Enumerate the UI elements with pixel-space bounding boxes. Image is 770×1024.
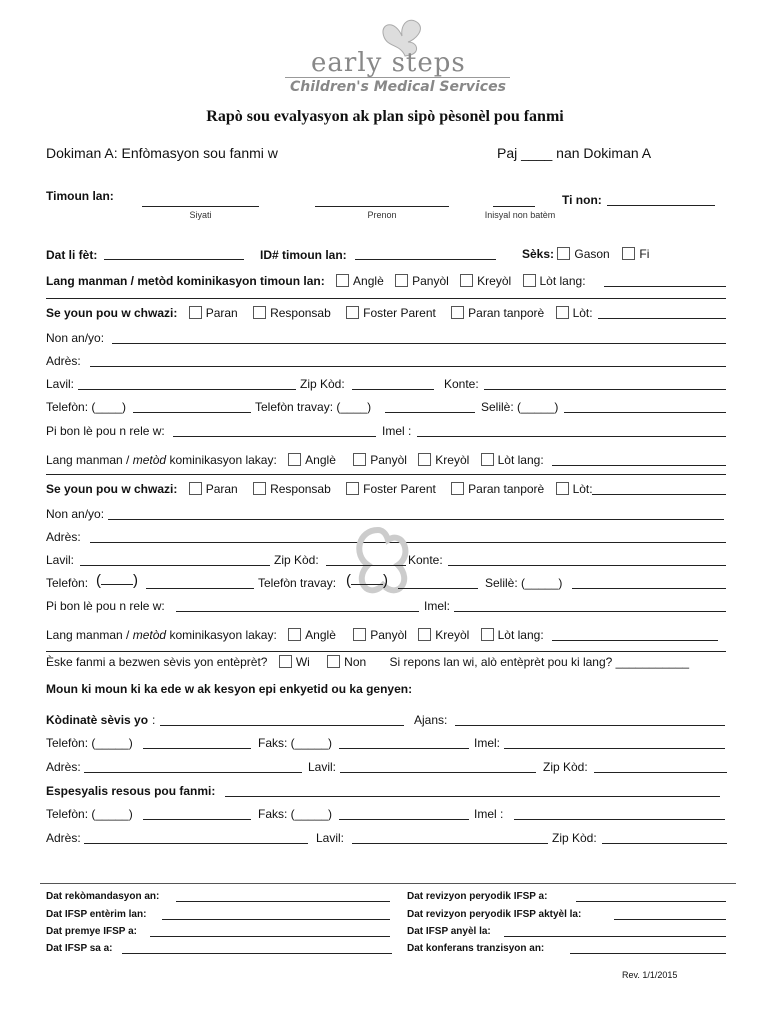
guardian1-name-field[interactable]	[112, 343, 726, 344]
guardian1-county-field[interactable]	[484, 389, 726, 390]
coordinator-email-label: Imel:	[474, 736, 501, 750]
guardian1-lang-other-label: Lòt lang:	[497, 453, 544, 467]
coordinator-fax-label: Faks: (_____)	[258, 736, 333, 750]
guardian1-city-label: Lavil:	[46, 377, 75, 391]
guardian2-parent-checkbox[interactable]	[189, 482, 202, 495]
guardian1-other-checkbox[interactable]	[556, 306, 569, 319]
guardian2-other-language-field[interactable]	[552, 640, 718, 641]
guardian2-responsible-label: Responsab	[270, 482, 331, 496]
child-language-label: Lang manman / metòd kominikasyon timoun lan:	[46, 274, 325, 288]
child-id-label: ID# timoun lan:	[260, 248, 347, 262]
guardian2-lang-creole-checkbox[interactable]	[418, 628, 431, 641]
child-lang-other-label: Lòt lang:	[539, 274, 586, 288]
coordinator-city-label: Lavil:	[308, 760, 337, 774]
child-lang-creole-checkbox[interactable]	[460, 274, 473, 287]
guardian2-choose-label: Se youn pou w chwazi:	[46, 482, 178, 496]
guardian1-foster-checkbox[interactable]	[346, 306, 359, 319]
guardian2-work-phone-field[interactable]	[398, 588, 478, 589]
guardian1-name-label: Non an/yo:	[46, 331, 105, 345]
page-label: Paj ____ nan Dokiman A	[497, 145, 652, 161]
guardian2-work-phone-label: Telefòn travay:	[258, 576, 337, 590]
guardian1-work-phone-field[interactable]	[385, 412, 475, 413]
coordinator-phone-field[interactable]	[143, 748, 251, 749]
guardian2-work-area-code[interactable]: ( )	[346, 572, 388, 589]
coordinator-zip-field[interactable]	[594, 772, 727, 773]
interpreter-no-checkbox[interactable]	[327, 655, 340, 668]
initial-caption: Inisyal non batèm	[484, 210, 556, 220]
guardian1-responsible-label: Responsab	[270, 306, 331, 320]
specialist-phone-label: Telefòn: (_____)	[46, 807, 133, 821]
guardian1-parent-checkbox[interactable]	[189, 306, 202, 319]
coordinator-city-field[interactable]	[340, 772, 536, 773]
guardian1-lang-english-label: Anglè	[305, 453, 336, 467]
guardian2-address-label: Adrès:	[46, 530, 81, 544]
first-ifsp-date-field[interactable]	[150, 936, 390, 937]
agency-label: Ajans:	[414, 713, 448, 727]
child-id-field[interactable]	[355, 259, 496, 260]
helpers-heading: Moun ki moun ki ka ede w ak kesyon epi enkyetid ou ka genyen:	[46, 682, 413, 696]
guardian1-other-field[interactable]	[598, 318, 726, 319]
guardian2-county-label: Konte:	[408, 553, 443, 567]
child-lang-spanish-checkbox[interactable]	[395, 274, 408, 287]
child-lang-english-checkbox[interactable]	[336, 274, 349, 287]
nickname-label: Ti non:	[562, 193, 602, 207]
guardian2-county-field[interactable]	[448, 565, 726, 566]
guardian1-city-field[interactable]	[78, 389, 296, 390]
guardian2-foster-checkbox[interactable]	[346, 482, 359, 495]
child-lang-other-checkbox[interactable]	[523, 274, 536, 287]
guardian2-parent-label: Paran	[205, 482, 238, 496]
guardian1-phone-field[interactable]	[133, 412, 251, 413]
guardian1-email-field[interactable]	[417, 436, 726, 437]
current-periodic-review-field[interactable]	[614, 919, 726, 920]
coordinator-fax-field[interactable]	[339, 748, 469, 749]
guardian1-lang-label-a: Lang manman /	[46, 453, 130, 467]
guardian1-temp-parent-label: Paran tanporè	[468, 306, 545, 320]
transition-conference-date-field[interactable]	[570, 953, 726, 954]
guardian1-email-label: Imel :	[382, 424, 412, 438]
specialist-field[interactable]	[225, 796, 720, 797]
guardian1-address-field[interactable]	[90, 366, 726, 367]
guardian1-best-time-label: Pi bon lè pou n rele w:	[46, 424, 165, 438]
specialist-fax-label: Faks: (_____)	[258, 807, 333, 821]
child-last-name-field[interactable]	[142, 206, 259, 207]
coordinator-address-field[interactable]	[84, 772, 302, 773]
guardian1-work-phone-label: Telefòn travay: (____)	[255, 400, 372, 414]
referral-date-field[interactable]	[176, 901, 390, 902]
guardian2-cell-field[interactable]	[572, 588, 726, 589]
interim-ifsp-date-field[interactable]	[162, 919, 390, 920]
specialist-email-label: Imel :	[474, 807, 504, 821]
guardian1-lang-label-c: kominikasyon lakay:	[169, 453, 277, 467]
guardian1-address-label: Adrès:	[46, 354, 81, 368]
coordinator-label: Kòdinatè sèvis yo	[46, 713, 149, 727]
page-title: Rapò sou evalyasyon ak plan sipò pèsonèl pou fanmi	[206, 108, 564, 125]
referral-date-label: Dat rekòmandasyon an:	[46, 891, 160, 902]
nickname-field[interactable]	[607, 205, 715, 206]
child-initial-field[interactable]	[493, 206, 535, 207]
revision-label: Rev. 1/1/2015	[622, 970, 678, 980]
guardian1-lang-creole-label: Kreyòl	[435, 453, 470, 467]
guardian2-other-label: Lòt:	[572, 482, 593, 496]
guardian1-cell-label: Selilè: (_____)	[481, 400, 559, 414]
guardian2-area-code[interactable]: ( )	[96, 572, 138, 589]
interpreter-yes-label: Wi	[295, 655, 310, 669]
guardian1-best-time-field[interactable]	[173, 436, 376, 437]
this-ifsp-date-field[interactable]	[122, 953, 392, 954]
guardian2-zip-label: Zip Kòd:	[274, 553, 319, 567]
last-name-caption: Siyati	[189, 210, 212, 220]
first-name-caption: Prenon	[367, 210, 397, 220]
coordinator-address-label: Adrès:	[46, 760, 81, 774]
guardian2-other-field[interactable]	[592, 494, 726, 495]
coordinator-zip-label: Zip Kòd:	[543, 760, 588, 774]
guardian1-lang-spanish-checkbox[interactable]	[353, 453, 366, 466]
logo-main-text: early steps	[311, 48, 466, 78]
child-lang-spanish-label: Panyòl	[412, 274, 449, 288]
first-ifsp-date-label: Dat premye IFSP a:	[46, 926, 137, 937]
specialist-fax-field[interactable]	[339, 819, 469, 820]
specialist-phone-field[interactable]	[143, 819, 251, 820]
specialist-address-label: Adrès:	[46, 831, 81, 845]
guardian1-lang-other-checkbox[interactable]	[481, 453, 494, 466]
child-other-language-field[interactable]	[604, 286, 726, 287]
specialist-zip-field[interactable]	[602, 843, 727, 844]
specialist-email-field[interactable]	[514, 819, 725, 820]
guardian2-email-field[interactable]	[454, 611, 726, 612]
guardian1-lang-label-b: metòd	[132, 453, 167, 467]
guardian2-lang-english-checkbox[interactable]	[288, 628, 301, 641]
sex-female-checkbox[interactable]	[622, 247, 635, 260]
interpreter-question: Èske fanmi a bezwen sèvis yon entèprèt?	[46, 655, 268, 669]
guardian2-phone-label: Telefòn:	[46, 576, 89, 590]
annual-ifsp-date-field[interactable]	[504, 936, 726, 937]
guardian1-cell-field[interactable]	[564, 412, 726, 413]
interpreter-yes-checkbox[interactable]	[279, 655, 292, 668]
specialist-city-field[interactable]	[352, 843, 548, 844]
specialist-zip-label: Zip Kòd:	[552, 831, 597, 845]
guardian1-other-label: Lòt:	[572, 306, 593, 320]
guardian2-zip-field[interactable]	[326, 565, 406, 566]
guardian2-other-checkbox[interactable]	[556, 482, 569, 495]
guardian2-phone-field[interactable]	[146, 588, 254, 589]
guardian2-foster-label: Foster Parent	[363, 482, 436, 496]
guardian2-lang-label-c: kominikasyon lakay:	[169, 628, 277, 642]
specialist-label: Espesyalis resous pou fanmi:	[46, 784, 216, 798]
guardian1-lang-spanish-label: Panyòl	[370, 453, 407, 467]
guardian2-lang-other-label: Lòt lang:	[497, 628, 544, 642]
guardian2-email-label: Imel:	[424, 599, 451, 613]
guardian1-phone-label: Telefòn: (____)	[46, 400, 127, 414]
interpreter-language-question[interactable]: Si repons lan wi, alò entèprèt pou ki lang? ___________	[389, 655, 690, 669]
guardian2-city-field[interactable]	[80, 565, 270, 566]
guardian2-name-label: Non an/yo:	[46, 507, 105, 521]
dob-field[interactable]	[104, 259, 244, 260]
sex-male-checkbox[interactable]	[557, 247, 570, 260]
guardian2-city-label: Lavil:	[46, 553, 75, 567]
dob-label: Dat li fèt:	[46, 248, 98, 262]
guardian1-temp-parent-checkbox[interactable]	[451, 306, 464, 319]
guardian2-cell-label: Selilè: (_____)	[485, 576, 563, 590]
guardian2-lang-spanish-label: Panyòl	[370, 628, 407, 642]
interpreter-no-label: Non	[344, 655, 367, 669]
periodic-review-date-label: Dat revizyon peryodik IFSP a:	[407, 891, 548, 902]
guardian1-lang-creole-checkbox[interactable]	[418, 453, 431, 466]
coordinator-phone-label: Telefòn: (_____)	[46, 736, 133, 750]
guardian1-responsible-checkbox[interactable]	[253, 306, 266, 319]
coordinator-email-field[interactable]	[504, 748, 725, 749]
guardian2-lang-other-checkbox[interactable]	[481, 628, 494, 641]
guardian2-best-time-label: Pi bon lè pou n rele w:	[46, 599, 165, 613]
guardian1-zip-field[interactable]	[352, 389, 434, 390]
guardian1-other-language-field[interactable]	[552, 465, 726, 466]
this-ifsp-date-label: Dat IFSP sa a:	[46, 943, 113, 954]
transition-conference-date-label: Dat konferans tranzisyon an:	[407, 943, 545, 954]
sex-label: Sèks:	[522, 247, 555, 261]
guardian2-temp-parent-checkbox[interactable]	[451, 482, 464, 495]
periodic-review-date-field[interactable]	[576, 901, 726, 902]
guardian1-parent-label: Paran	[205, 306, 238, 320]
sex-female-label: Fi	[639, 247, 650, 261]
coordinator-field[interactable]	[160, 725, 404, 726]
sex-male-label: Gason	[574, 247, 610, 261]
guardian2-responsible-checkbox[interactable]	[253, 482, 266, 495]
child-first-name-field[interactable]	[315, 206, 449, 207]
logo-sub-text: Children's Medical Services	[290, 79, 506, 95]
child-lang-english-label: Anglè	[353, 274, 384, 288]
agency-field[interactable]	[455, 725, 725, 726]
specialist-city-label: Lavil:	[316, 831, 345, 845]
guardian1-choose-label: Se youn pou w chwazi:	[46, 306, 178, 320]
guardian2-lang-label-a: Lang manman /	[46, 628, 130, 642]
guardian1-county-label: Konte:	[444, 377, 479, 391]
current-periodic-review-label: Dat revizyon peryodik IFSP aktyèl la:	[407, 909, 582, 920]
guardian2-best-time-field[interactable]	[176, 611, 419, 612]
child-lang-creole-label: Kreyòl	[477, 274, 512, 288]
guardian2-lang-english-label: Anglè	[305, 628, 336, 642]
child-name-label: Timoun lan:	[46, 189, 114, 203]
annual-ifsp-date-label: Dat IFSP anyèl la:	[407, 926, 491, 937]
guardian2-lang-spanish-checkbox[interactable]	[353, 628, 366, 641]
guardian2-name-field[interactable]	[108, 519, 724, 520]
guardian1-zip-label: Zip Kòd:	[300, 377, 345, 391]
document-label: Dokiman A: Enfòmasyon sou fanmi w	[46, 145, 278, 161]
logo	[285, 18, 510, 98]
interim-ifsp-date-label: Dat IFSP entèrim lan:	[46, 909, 147, 920]
specialist-address-field[interactable]	[84, 843, 308, 844]
guardian2-lang-label-b: metòd	[132, 628, 167, 642]
guardian1-lang-english-checkbox[interactable]	[288, 453, 301, 466]
guardian1-foster-label: Foster Parent	[363, 306, 436, 320]
guardian2-temp-parent-label: Paran tanporè	[468, 482, 545, 496]
guardian2-lang-creole-label: Kreyòl	[435, 628, 470, 642]
